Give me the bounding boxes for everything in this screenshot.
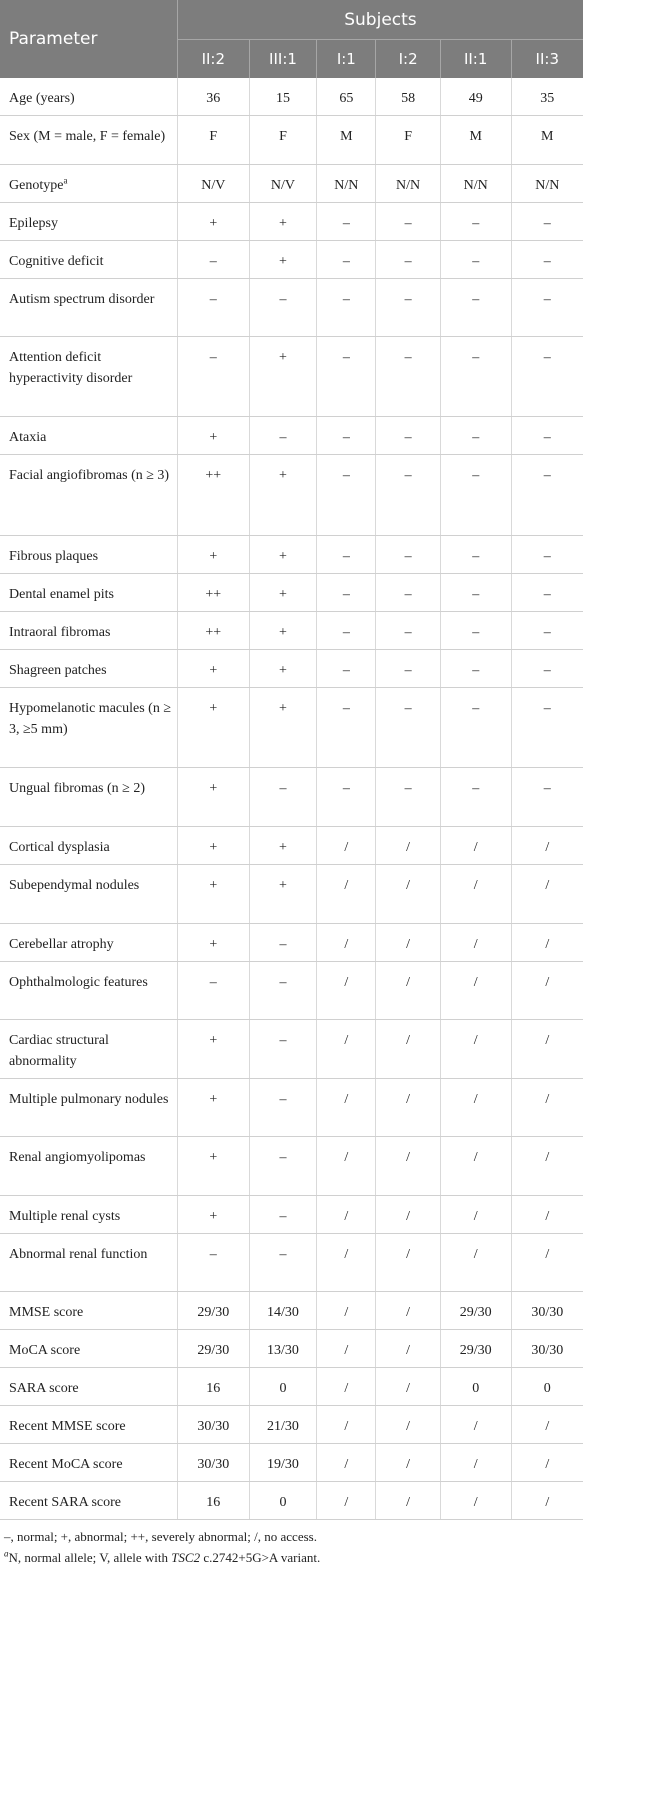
parameter-label: Cognitive deficit bbox=[9, 254, 104, 269]
value-cell: – bbox=[376, 203, 440, 241]
value-cell: – bbox=[249, 924, 317, 962]
value-cell: / bbox=[376, 962, 440, 1020]
value-cell: / bbox=[376, 865, 440, 924]
table-row bbox=[0, 1482, 583, 1520]
table-row bbox=[0, 924, 583, 962]
value-cell: – bbox=[376, 241, 440, 279]
parameter-label: SARA score bbox=[9, 1381, 79, 1396]
value-cell: – bbox=[440, 241, 511, 279]
table-header bbox=[0, 0, 583, 78]
value-cell: 30/30 bbox=[177, 1444, 249, 1482]
value-cell: – bbox=[317, 241, 376, 279]
value-cell: + bbox=[177, 924, 249, 962]
table-footnotes bbox=[0, 1520, 583, 1568]
value-cell: N/N bbox=[511, 165, 583, 203]
value-cell: + bbox=[177, 650, 249, 688]
parameter-cell bbox=[0, 612, 177, 650]
subject-header: II:3 bbox=[511, 40, 583, 79]
parameter-cell bbox=[0, 116, 177, 165]
value-cell: / bbox=[511, 1020, 583, 1079]
value-cell: + bbox=[249, 241, 317, 279]
value-cell: – bbox=[511, 417, 583, 455]
value-cell: 29/30 bbox=[177, 1330, 249, 1368]
value-cell: 14/30 bbox=[249, 1292, 317, 1330]
value-cell: M bbox=[440, 116, 511, 165]
subject-header: II:1 bbox=[440, 40, 511, 79]
value-cell: 21/30 bbox=[249, 1406, 317, 1444]
parameter-cell bbox=[0, 865, 177, 924]
subject-header: II:2 bbox=[177, 40, 249, 79]
value-cell: – bbox=[376, 337, 440, 417]
value-cell: + bbox=[177, 536, 249, 574]
value-cell: – bbox=[177, 241, 249, 279]
value-cell: / bbox=[317, 1330, 376, 1368]
value-cell: 29/30 bbox=[440, 1292, 511, 1330]
value-cell: 49 bbox=[440, 78, 511, 116]
table-row bbox=[0, 865, 583, 924]
value-cell: – bbox=[440, 455, 511, 536]
table-row bbox=[0, 1137, 583, 1196]
value-cell: / bbox=[376, 1137, 440, 1196]
parameter-label: Ophthalmologic features bbox=[9, 975, 148, 990]
footnote-a-gene: TSC2 bbox=[171, 1550, 201, 1565]
parameter-cell bbox=[0, 455, 177, 536]
table-row bbox=[0, 455, 583, 536]
table-row bbox=[0, 417, 583, 455]
value-cell: / bbox=[317, 1234, 376, 1292]
parameter-cell bbox=[0, 688, 177, 768]
value-cell: – bbox=[376, 574, 440, 612]
parameter-label: Autism spectrum disorder bbox=[9, 292, 155, 307]
parameter-label: Genotype bbox=[9, 178, 64, 193]
value-cell: – bbox=[317, 203, 376, 241]
value-cell: / bbox=[317, 1292, 376, 1330]
value-cell: / bbox=[317, 865, 376, 924]
value-cell: / bbox=[440, 1137, 511, 1196]
table-row bbox=[0, 279, 583, 337]
value-cell: / bbox=[511, 865, 583, 924]
value-cell: – bbox=[376, 279, 440, 337]
value-cell: – bbox=[511, 241, 583, 279]
value-cell: 13/30 bbox=[249, 1330, 317, 1368]
parameter-cell bbox=[0, 1482, 177, 1520]
parameter-cell bbox=[0, 417, 177, 455]
value-cell: 15 bbox=[249, 78, 317, 116]
table-row bbox=[0, 650, 583, 688]
value-cell: / bbox=[440, 1234, 511, 1292]
value-cell: N/N bbox=[440, 165, 511, 203]
parameter-cell bbox=[0, 650, 177, 688]
parameter-label: Shagreen patches bbox=[9, 663, 107, 678]
value-cell: / bbox=[511, 827, 583, 865]
parameter-cell bbox=[0, 165, 177, 203]
table-row bbox=[0, 241, 583, 279]
parameter-label: Recent SARA score bbox=[9, 1495, 121, 1510]
footnote-a bbox=[4, 1547, 583, 1568]
value-cell: F bbox=[177, 116, 249, 165]
parameter-label: Subependymal nodules bbox=[9, 878, 140, 893]
value-cell: + bbox=[177, 1020, 249, 1079]
value-cell: – bbox=[317, 455, 376, 536]
value-cell: – bbox=[317, 417, 376, 455]
parameter-cell bbox=[0, 924, 177, 962]
parameter-cell bbox=[0, 1444, 177, 1482]
value-cell: / bbox=[317, 924, 376, 962]
table-row bbox=[0, 612, 583, 650]
table-body bbox=[0, 78, 583, 1520]
table-row bbox=[0, 962, 583, 1020]
value-cell: 30/30 bbox=[511, 1330, 583, 1368]
value-cell: / bbox=[440, 1020, 511, 1079]
value-cell: + bbox=[249, 612, 317, 650]
value-cell: / bbox=[317, 1137, 376, 1196]
table-row bbox=[0, 1196, 583, 1234]
table-row bbox=[0, 1406, 583, 1444]
value-cell: – bbox=[249, 962, 317, 1020]
value-cell: – bbox=[249, 1234, 317, 1292]
value-cell: – bbox=[317, 768, 376, 827]
table-row bbox=[0, 1292, 583, 1330]
value-cell: – bbox=[440, 650, 511, 688]
table-row bbox=[0, 1234, 583, 1292]
parameter-cell bbox=[0, 536, 177, 574]
value-cell: + bbox=[177, 1196, 249, 1234]
subject-header: I:2 bbox=[376, 40, 440, 79]
value-cell: – bbox=[511, 536, 583, 574]
value-cell: – bbox=[317, 688, 376, 768]
value-cell: – bbox=[376, 768, 440, 827]
value-cell: / bbox=[440, 1444, 511, 1482]
value-cell: N/N bbox=[317, 165, 376, 203]
value-cell: – bbox=[440, 203, 511, 241]
value-cell: – bbox=[511, 203, 583, 241]
subject-header: III:1 bbox=[249, 40, 317, 79]
value-cell: / bbox=[317, 827, 376, 865]
parameter-label: Multiple pulmonary nodules bbox=[9, 1092, 169, 1107]
parameter-cell bbox=[0, 768, 177, 827]
value-cell: / bbox=[376, 1444, 440, 1482]
value-cell: 30/30 bbox=[511, 1292, 583, 1330]
table-row bbox=[0, 1330, 583, 1368]
value-cell: + bbox=[177, 1079, 249, 1137]
table-row bbox=[0, 827, 583, 865]
value-cell: / bbox=[376, 1234, 440, 1292]
value-cell: – bbox=[249, 1196, 317, 1234]
parameter-cell bbox=[0, 574, 177, 612]
value-cell: 19/30 bbox=[249, 1444, 317, 1482]
value-cell: 0 bbox=[511, 1368, 583, 1406]
footnote-a-text-post: c.2742+5G>A variant. bbox=[200, 1550, 321, 1565]
value-cell: / bbox=[317, 1482, 376, 1520]
parameter-header: Parameter bbox=[0, 0, 177, 78]
parameter-cell bbox=[0, 1196, 177, 1234]
subjects-header: Subjects bbox=[177, 0, 583, 40]
value-cell: ++ bbox=[177, 455, 249, 536]
value-cell: – bbox=[249, 417, 317, 455]
value-cell: – bbox=[511, 768, 583, 827]
value-cell: / bbox=[317, 1406, 376, 1444]
value-cell: M bbox=[317, 116, 376, 165]
value-cell: 35 bbox=[511, 78, 583, 116]
value-cell: / bbox=[376, 1196, 440, 1234]
value-cell: 0 bbox=[249, 1482, 317, 1520]
table-row bbox=[0, 536, 583, 574]
value-cell: + bbox=[249, 203, 317, 241]
footnote-marker: a bbox=[63, 175, 68, 186]
value-cell: – bbox=[376, 455, 440, 536]
value-cell: / bbox=[317, 962, 376, 1020]
value-cell: 16 bbox=[177, 1368, 249, 1406]
value-cell: – bbox=[249, 279, 317, 337]
value-cell: / bbox=[440, 924, 511, 962]
value-cell: – bbox=[511, 574, 583, 612]
parameter-label: Cardiac structural abnormality bbox=[9, 1033, 109, 1069]
parameter-label: MMSE score bbox=[9, 1305, 84, 1320]
value-cell: / bbox=[376, 1330, 440, 1368]
value-cell: – bbox=[177, 962, 249, 1020]
value-cell: – bbox=[440, 279, 511, 337]
value-cell: – bbox=[249, 1137, 317, 1196]
value-cell: – bbox=[511, 688, 583, 768]
parameter-cell bbox=[0, 962, 177, 1020]
value-cell: / bbox=[376, 1292, 440, 1330]
value-cell: / bbox=[511, 1196, 583, 1234]
value-cell: / bbox=[440, 827, 511, 865]
parameter-cell bbox=[0, 337, 177, 417]
value-cell: – bbox=[440, 574, 511, 612]
value-cell: – bbox=[440, 688, 511, 768]
value-cell: / bbox=[440, 865, 511, 924]
value-cell: – bbox=[376, 688, 440, 768]
value-cell: / bbox=[440, 1406, 511, 1444]
value-cell: / bbox=[376, 1368, 440, 1406]
table-row bbox=[0, 165, 583, 203]
value-cell: / bbox=[511, 924, 583, 962]
parameter-cell bbox=[0, 1020, 177, 1079]
value-cell: + bbox=[249, 650, 317, 688]
parameter-cell bbox=[0, 1079, 177, 1137]
value-cell: + bbox=[249, 574, 317, 612]
value-cell: – bbox=[317, 574, 376, 612]
value-cell: – bbox=[376, 650, 440, 688]
value-cell: 30/30 bbox=[177, 1406, 249, 1444]
table-row bbox=[0, 1444, 583, 1482]
value-cell: 0 bbox=[249, 1368, 317, 1406]
value-cell: – bbox=[317, 536, 376, 574]
table-row bbox=[0, 203, 583, 241]
value-cell: / bbox=[376, 1406, 440, 1444]
value-cell: / bbox=[440, 962, 511, 1020]
parameter-label: Abnormal renal function bbox=[9, 1247, 148, 1262]
value-cell: – bbox=[376, 536, 440, 574]
value-cell: – bbox=[440, 337, 511, 417]
parameter-label: Fibrous plaques bbox=[9, 549, 99, 564]
value-cell: / bbox=[440, 1196, 511, 1234]
value-cell: 36 bbox=[177, 78, 249, 116]
value-cell: + bbox=[249, 865, 317, 924]
value-cell: / bbox=[511, 962, 583, 1020]
table-row bbox=[0, 688, 583, 768]
value-cell: + bbox=[177, 768, 249, 827]
value-cell: + bbox=[249, 827, 317, 865]
value-cell: – bbox=[177, 279, 249, 337]
footnote-marker: a bbox=[4, 1548, 9, 1559]
value-cell: 0 bbox=[440, 1368, 511, 1406]
value-cell: N/V bbox=[177, 165, 249, 203]
table-row bbox=[0, 768, 583, 827]
value-cell: / bbox=[511, 1482, 583, 1520]
value-cell: / bbox=[511, 1444, 583, 1482]
value-cell: + bbox=[249, 688, 317, 768]
value-cell: / bbox=[511, 1137, 583, 1196]
value-cell: – bbox=[440, 612, 511, 650]
parameter-label: MoCA score bbox=[9, 1343, 81, 1358]
value-cell: – bbox=[440, 536, 511, 574]
value-cell: / bbox=[317, 1079, 376, 1137]
value-cell: 16 bbox=[177, 1482, 249, 1520]
value-cell: – bbox=[317, 612, 376, 650]
value-cell: – bbox=[376, 417, 440, 455]
value-cell: + bbox=[249, 337, 317, 417]
parameter-label: Attention deficit hyperactivity disorder bbox=[9, 350, 133, 386]
parameter-label: Epilepsy bbox=[9, 216, 58, 231]
value-cell: / bbox=[376, 827, 440, 865]
value-cell: M bbox=[511, 116, 583, 165]
value-cell: – bbox=[177, 337, 249, 417]
value-cell: / bbox=[376, 1079, 440, 1137]
table-row bbox=[0, 1368, 583, 1406]
table-row bbox=[0, 337, 583, 417]
parameter-label: Dental enamel pits bbox=[9, 587, 114, 602]
parameter-label: Recent MoCA score bbox=[9, 1457, 123, 1472]
value-cell: ++ bbox=[177, 574, 249, 612]
value-cell: / bbox=[440, 1482, 511, 1520]
value-cell: – bbox=[376, 612, 440, 650]
value-cell: – bbox=[249, 1020, 317, 1079]
table-row bbox=[0, 574, 583, 612]
value-cell: – bbox=[440, 768, 511, 827]
value-cell: F bbox=[376, 116, 440, 165]
parameter-cell bbox=[0, 1330, 177, 1368]
value-cell: 29/30 bbox=[177, 1292, 249, 1330]
value-cell: + bbox=[177, 688, 249, 768]
value-cell: 58 bbox=[376, 78, 440, 116]
parameter-cell bbox=[0, 1234, 177, 1292]
parameter-cell bbox=[0, 1137, 177, 1196]
value-cell: ++ bbox=[177, 612, 249, 650]
parameter-cell bbox=[0, 1406, 177, 1444]
value-cell: N/V bbox=[249, 165, 317, 203]
parameter-cell bbox=[0, 1368, 177, 1406]
value-cell: / bbox=[511, 1406, 583, 1444]
subject-header: I:1 bbox=[317, 40, 376, 79]
parameter-label: Hypomelanotic macules (n ≥ 3, ≥5 mm) bbox=[9, 701, 172, 737]
value-cell: – bbox=[511, 650, 583, 688]
parameter-cell bbox=[0, 1292, 177, 1330]
value-cell: / bbox=[376, 1020, 440, 1079]
value-cell: / bbox=[376, 924, 440, 962]
value-cell: / bbox=[317, 1020, 376, 1079]
value-cell: / bbox=[317, 1196, 376, 1234]
footnote-a-text-pre: N, normal allele; V, allele with bbox=[8, 1550, 172, 1565]
table-row bbox=[0, 1079, 583, 1137]
value-cell: – bbox=[177, 1234, 249, 1292]
table-row bbox=[0, 78, 583, 116]
parameter-label: Recent MMSE score bbox=[9, 1419, 126, 1434]
value-cell: – bbox=[249, 1079, 317, 1137]
parameter-label: Intraoral fibromas bbox=[9, 625, 111, 640]
value-cell: / bbox=[317, 1444, 376, 1482]
value-cell: / bbox=[511, 1079, 583, 1137]
value-cell: F bbox=[249, 116, 317, 165]
parameter-label: Ungual fibromas (n ≥ 2) bbox=[9, 781, 145, 796]
parameter-cell bbox=[0, 279, 177, 337]
value-cell: 65 bbox=[317, 78, 376, 116]
parameter-label: Cerebellar atrophy bbox=[9, 937, 114, 952]
parameter-cell bbox=[0, 241, 177, 279]
parameter-label: Sex (M = male, F = female) bbox=[9, 129, 166, 144]
value-cell: – bbox=[440, 417, 511, 455]
value-cell: N/N bbox=[376, 165, 440, 203]
parameter-label: Renal angiomyolipomas bbox=[9, 1150, 146, 1165]
table-row bbox=[0, 116, 583, 165]
value-cell: + bbox=[249, 455, 317, 536]
value-cell: / bbox=[440, 1079, 511, 1137]
value-cell: – bbox=[317, 279, 376, 337]
value-cell: – bbox=[511, 612, 583, 650]
value-cell: – bbox=[511, 455, 583, 536]
value-cell: + bbox=[177, 827, 249, 865]
value-cell: – bbox=[511, 279, 583, 337]
parameter-label: Facial angiofibromas (n ≥ 3) bbox=[9, 468, 170, 483]
value-cell: / bbox=[317, 1368, 376, 1406]
value-cell: + bbox=[177, 417, 249, 455]
parameter-cell bbox=[0, 203, 177, 241]
value-cell: + bbox=[249, 536, 317, 574]
value-cell: / bbox=[511, 1234, 583, 1292]
parameter-label: Multiple renal cysts bbox=[9, 1209, 121, 1224]
value-cell: + bbox=[177, 203, 249, 241]
value-cell: – bbox=[317, 650, 376, 688]
value-cell: / bbox=[376, 1482, 440, 1520]
parameter-label: Cortical dysplasia bbox=[9, 840, 110, 855]
value-cell: – bbox=[511, 337, 583, 417]
parameter-label: Age (years) bbox=[9, 91, 75, 106]
parameter-cell bbox=[0, 827, 177, 865]
value-cell: + bbox=[177, 1137, 249, 1196]
value-cell: – bbox=[249, 768, 317, 827]
value-cell: 29/30 bbox=[440, 1330, 511, 1368]
parameter-label: Ataxia bbox=[9, 430, 47, 445]
parameter-cell bbox=[0, 78, 177, 116]
table-row bbox=[0, 1020, 583, 1079]
footnote-legend: –, normal; +, abnormal; ++, severely abnormal; /, no access. bbox=[4, 1529, 317, 1544]
value-cell: – bbox=[317, 337, 376, 417]
value-cell: + bbox=[177, 865, 249, 924]
